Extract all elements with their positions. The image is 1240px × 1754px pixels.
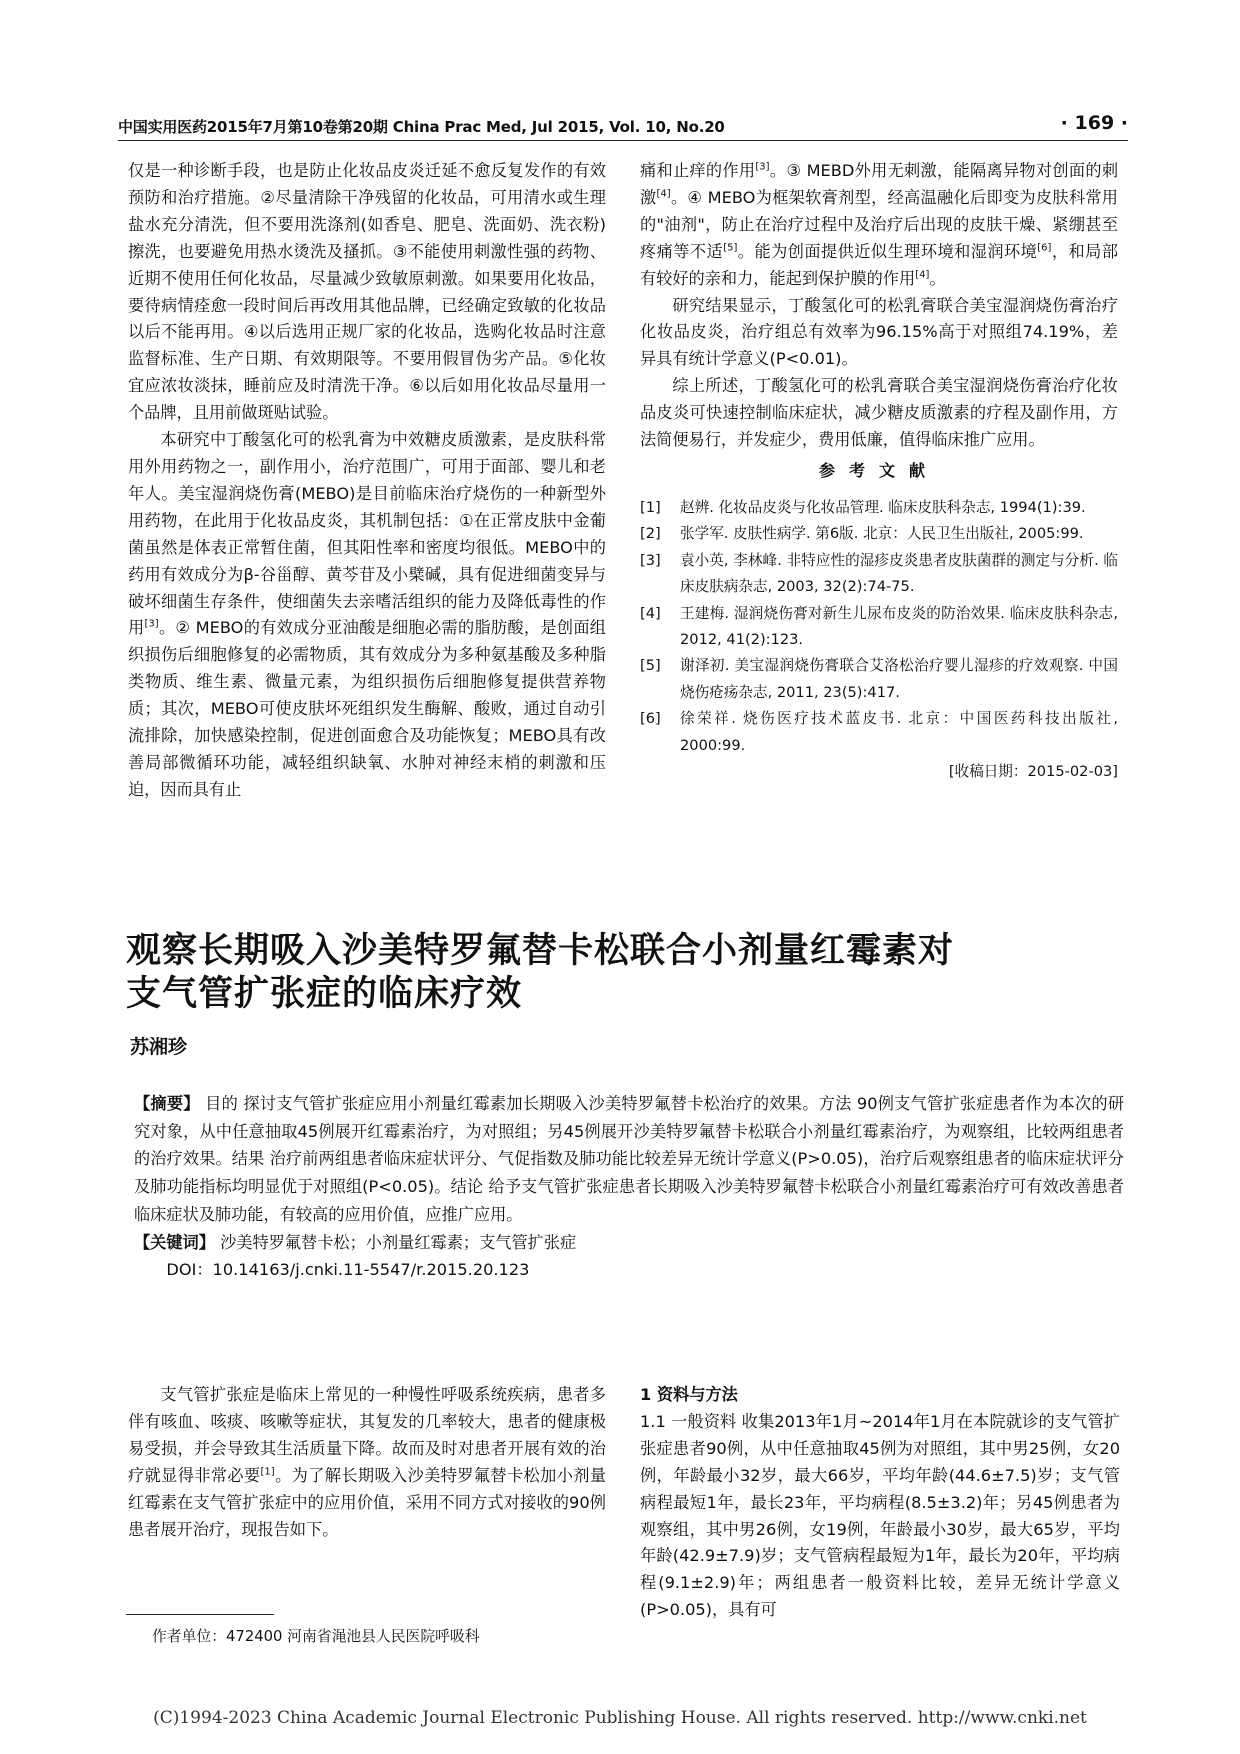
journal-citation: 中国实用医药2015年7月第10卷第20期 China Prac Med, Jul 2015, Vol. 10, No.20 xyxy=(118,118,725,136)
body-paragraph: 仅是一种诊断手段，也是防止化妆品皮炎迁延不愈反复发作的有效预防和治疗措施。②尽量清除干净残留的化妆品，可用清水或生理盐水充分清洗，但不要用洗涤剂(如香皂、肥皂、洗面奶、洗衣粉)擦洗，也要避免用热水烫洗及搔抓。③不能使用刺激性强的药物、近期不使用任何化妆品，尽量减少致敏原刺激。如果要用化妆品，要待病情痊愈一段时间后再改用其他品牌，已经确定致敏的化妆品以后不能再用。④以后选用正规厂家的化妆品，选购化妆品时注意监督标准、生产日期、有效期限等。不要用假冒伪劣产品。⑤化妆宜应浓妆淡抹，睡前应及时清洗干净。⑥以后如用化妆品尽量用一个品牌，且用前做斑贴试验。 xyxy=(128,161,606,423)
body-text: 支气管扩张症是临床上常见的一种慢性呼吸系统疾病，患者多伴有咳血、咳痰、咳嗽等症状，其复发的几率较大，患者的健康极易受损，并会导致其生活质量下降。故而及时对患者开展有效的治疗就显得非常必要 xyxy=(128,1385,606,1485)
author-affiliation-footnote: 作者单位：472400 河南省渑池县人民医院呼吸科 xyxy=(152,1628,480,1645)
body-paragraph xyxy=(128,427,606,804)
article-right-column xyxy=(640,1382,1120,1624)
abstract-label: 【摘要】 xyxy=(134,1094,200,1113)
citation-mark: [1] xyxy=(260,1466,275,1478)
reference-item xyxy=(640,495,1118,521)
reference-item xyxy=(640,521,1118,547)
citation-mark: [3] xyxy=(144,619,159,631)
body-paragraph: 综上所述，丁酸氢化可的松乳膏联合美宝湿润烧伤膏治疗化妆品皮炎可快速控制临床症状，减少糖皮质激素的疗程及副作用，方法简便易行，并发症少，费用低廉，值得临床推广应用。 xyxy=(640,376,1118,450)
citation-mark: [4] xyxy=(656,188,671,200)
body-paragraph xyxy=(640,158,1118,293)
doi-line: DOI：10.14163/j.cnki.11-5547/r.2015.20.123 xyxy=(166,1260,530,1280)
article-left-column xyxy=(128,1382,606,1543)
reference-number: [6] xyxy=(640,710,661,728)
abstract-block xyxy=(134,1090,1124,1284)
citation-mark: [6] xyxy=(1037,242,1052,254)
body-text: ，和局部有较好的亲和力，能起到保护膜的作用 xyxy=(640,241,1119,288)
reference-number: [1] xyxy=(640,498,661,516)
running-header xyxy=(118,112,1128,140)
reference-text: 赵辨. 化妆品皮炎与化妆品管理. 临床皮肤科杂志, 1994(1):39. xyxy=(680,498,1086,516)
reference-list xyxy=(640,495,1118,759)
author-name: 苏湘珍 xyxy=(130,1036,188,1058)
keywords-label: 【关键词】 xyxy=(134,1232,215,1252)
article-title xyxy=(126,930,1126,1016)
abstract-text: 目的 探讨支气管扩张症应用小剂量红霉素加长期吸入沙美特罗氟替卡松治疗的效果。方法 90例支气管扩张症患者作为本次的研究对象，从中任意抽取45例展开红霉素治疗，为对照组；另45例展开沙美特罗氟替卡松联合小剂量红霉素治疗，为观察组，比较两组患者的治疗效果。结果 治疗前两组患者临床症状评分、气促指数及肺功能比较差异无统计学意义(P>0.05)，治疗后观察组患者的临床症状评分及肺功能指标均明显优于对照组(P<0.05)。结论 给予支气管扩张症患者长期吸入沙美特罗氟替卡松联合小剂量红霉素治疗可有效改善患者临床症状及肺功能，有较高的应用价值，应推广应用。 xyxy=(134,1094,1125,1224)
reference-item xyxy=(640,653,1118,706)
reference-text: 张学军. 皮肤性病学. 第6版. 北京：人民卫生出版社, 2005:99. xyxy=(680,525,1084,543)
reference-number: [5] xyxy=(640,657,661,675)
body-text: 本研究中丁酸氢化可的松乳膏为中效糖皮质激素，是皮肤科常用外用药物之一，副作用小，治疗范围广，可用于面部、婴儿和老年人。美宝湿润烧伤膏(MEBO)是目前临床治疗烧伤的一种新型外用药物，在此用于化妆品皮炎，其机制包括：①在正常皮肤中金葡菌虽然是体表正常暂住菌，但其阳性率和密度均很低。MEBO中的药用有效成分为β-谷甾醇、黄芩苷及小檗碱，具有促进细菌变异与破坏细菌生存条件，使细菌失去亲嗜活组织的能力及降低毒性的作用 xyxy=(128,430,606,638)
body-text: 。② MEBO的有效成分亚油酸是细胞必需的脂肪酸，是创面组织损伤后细胞修复的必需物质，其有效成分为多种氨基酸及多种脂类物质、维生素、微量元素，为组织损伤后细胞修复提供营养物质；其次，MEBO可使皮肤坏死组织发生酶解、酸败，通过自动引流排除，加快感染控制，促进创面愈合及功能恢复；MEBO具有改善局部微循环功能，减轻组织缺氧、水肿对神经末梢的刺激和压迫，因而具有止 xyxy=(128,618,606,799)
keywords-line xyxy=(134,1229,1124,1257)
reference-number: [3] xyxy=(640,551,661,569)
reference-text: 徐荣祥. 烧伤医疗技术蓝皮书. 北京：中国医药科技出版社, 2000:99. xyxy=(680,710,1118,754)
prev-article-left-column xyxy=(128,158,606,804)
abstract-paragraph xyxy=(134,1090,1124,1229)
reference-item xyxy=(640,548,1118,601)
body-text: 。③ MEBD外用无刺激，能隔离异物对创面的刺激 xyxy=(640,161,1119,207)
reference-text: 王建梅. 湿润烧伤膏对新生儿尿布皮炎的防治效果. 临床皮肤科杂志, 2012, 41(2):123. xyxy=(680,604,1118,648)
header-divider xyxy=(118,140,1128,141)
body-text: 痛和止痒的作用 xyxy=(640,161,756,180)
body-text: 。 xyxy=(929,268,946,288)
copyright-notice: (C)1994-2023 China Academic Journal Electronic Publishing House. All rights reserved. http://www.cnki.net xyxy=(153,1708,1087,1728)
citation-mark: [4] xyxy=(915,269,930,281)
body-text: 。能为创面提供近似生理环境和湿润环境 xyxy=(737,241,1038,261)
received-date: [收稿日期：2015-02-03] xyxy=(948,762,1118,780)
body-paragraph: 研究结果显示，丁酸氢化可的松乳膏联合美宝湿润烧伤膏治疗化妆品皮炎，治疗组总有效率为96.15%高于对照组74.19%，差异具有统计学意义(P<0.01)。 xyxy=(640,295,1118,369)
prev-article-right-column xyxy=(640,158,1118,785)
keywords-text: 沙美特罗氟替卡松；小剂量红霉素；支气管扩张症 xyxy=(220,1232,577,1252)
citation-mark: [5] xyxy=(723,242,738,254)
body-paragraph: 1.1 一般资料 收集2013年1月~2014年1月在本院就诊的支气管扩张症患者90例，从中任意抽取45例为对照组，其中男25例，女20例，年龄最小32岁，最大66岁，平均年龄(44.6±7.5)岁；支气管病程最短1年，最长23年，平均病程(8.5±3.2)年；另45例患者为观察组，其中男26例，女19例，年龄最小30岁，最大65岁，平均年龄(42.9±7.9)岁；支气管病程最短为1年，最长为20年，平均病程(9.1±2.9)年；两组患者一般资料比较，差异无统计学意义(P>0.05)，具有可 xyxy=(640,1411,1120,1620)
reference-item xyxy=(640,706,1118,759)
reference-text: 袁小英, 李林峰. 非特应性的湿疹皮炎患者皮肤菌群的测定与分析. 临床皮肤病杂志, 2003, 32(2):74-75. xyxy=(680,551,1118,596)
page-number: · 169 · xyxy=(1060,112,1128,134)
body-text: 。为了解长期吸入沙美特罗氟替卡松加小剂量红霉素在支气管扩张症中的应用价值，采用不同方式对接收的90例患者展开治疗，现报告如下。 xyxy=(128,1465,607,1539)
article-title-line: 支气管扩张症的临床疗效 xyxy=(126,974,523,1014)
reference-number: [2] xyxy=(640,525,661,543)
citation-mark: [3] xyxy=(755,161,770,173)
reference-item xyxy=(640,601,1118,654)
footnote-divider xyxy=(126,1614,274,1615)
reference-number: [4] xyxy=(640,604,661,622)
references-heading: 参考文献 xyxy=(818,460,939,480)
reference-text: 谢泽初. 美宝湿润烧伤膏联合艾洛松治疗婴儿湿疹的疗效观察. 中国烧伤疮疡杂志, 2011, 23(5):417. xyxy=(680,657,1118,701)
article-title-line: 观察长期吸入沙美特罗氟替卡松联合小剂量红霉素对 xyxy=(126,931,955,971)
section-heading: 1 资料与方法 xyxy=(640,1385,738,1404)
body-paragraph xyxy=(128,1382,606,1543)
body-text: 。④ MEBO为框架软膏剂型，经高温融化后即变为皮肤科常用的"油剂"，防止在治疗过程中及治疗后出现的皮肤干燥、紧绷甚至疼痛等不适 xyxy=(640,187,1118,261)
